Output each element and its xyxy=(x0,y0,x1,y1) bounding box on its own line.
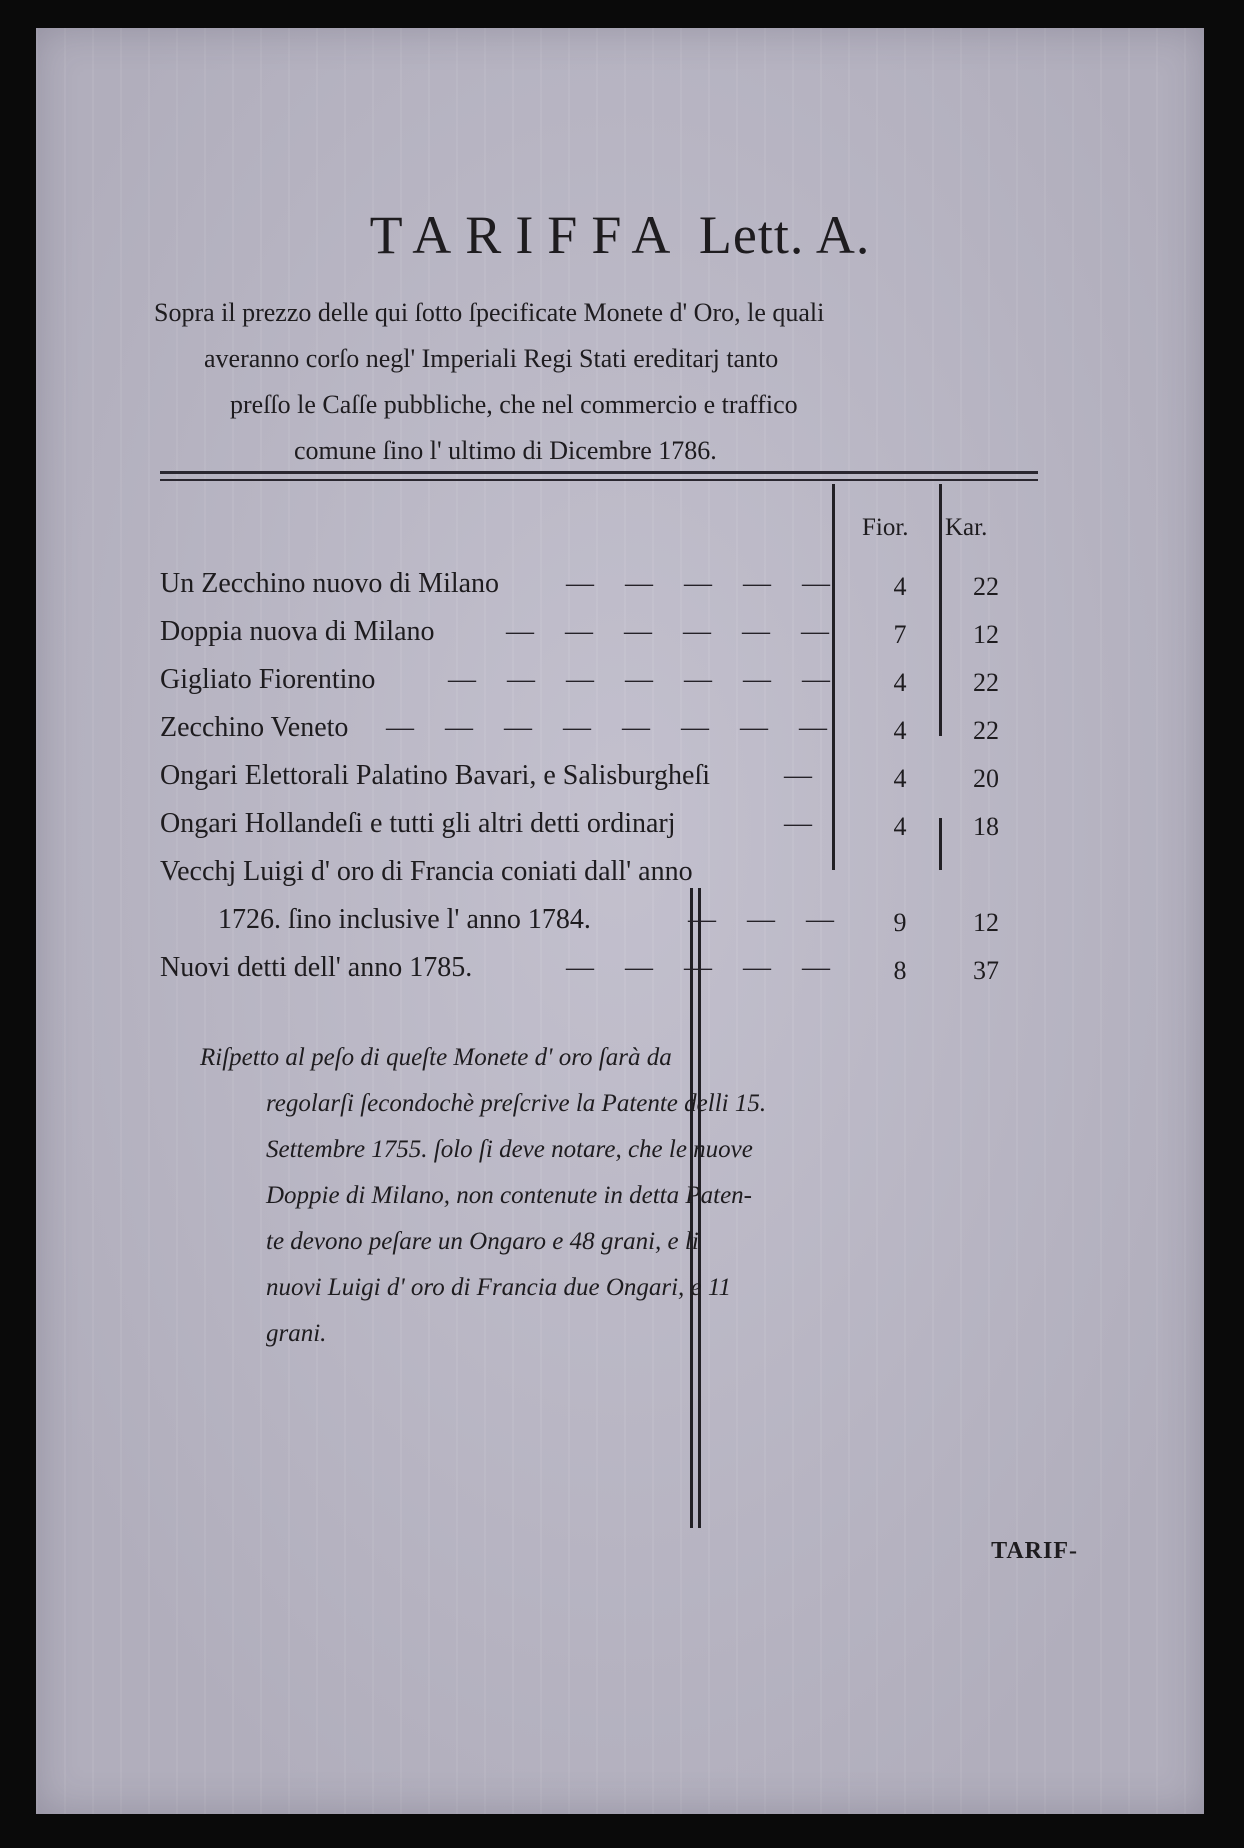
dash-leader: — xyxy=(784,760,824,791)
table-cell-fior: 4 xyxy=(893,668,907,697)
note-line: Settembre 1755. ſolo ſi deve notare, che le nuove xyxy=(266,1136,753,1163)
dash-leader: — xyxy=(784,808,824,839)
column-header-fior: Fior. xyxy=(862,514,909,541)
table-column-line xyxy=(939,818,942,870)
table-row-label: Zecchino Veneto xyxy=(160,712,349,743)
intro-line: preſſo le Caſſe pubbliche, che nel commercio e traffico xyxy=(230,390,798,419)
table-cell-fior: 9 xyxy=(893,908,907,937)
note-line: nuovi Luigi d' oro di Francia due Ongari, e 11 xyxy=(266,1274,732,1301)
table-row-label: Nuovi detti dell' anno 1785. xyxy=(160,952,473,983)
table-row-label: Vecchj Luigi d' oro di Francia coniati dall' anno xyxy=(160,856,693,887)
table-row-label: Doppia nuova di Milano xyxy=(160,616,435,647)
table-cell-kar: 37 xyxy=(973,956,999,985)
table-cell-fior: 4 xyxy=(893,572,907,601)
note-line: te devono peſare un Ongaro e 48 grani, e li xyxy=(266,1228,699,1255)
table-cell-kar: 22 xyxy=(973,572,999,601)
table-row-label: Ongari Elettorali Palatino Bavari, e Salisburgheſi xyxy=(160,760,711,791)
table-cell-kar: 22 xyxy=(973,716,999,745)
page-title xyxy=(36,204,1204,266)
note-line: Riſpetto al peſo di queſte Monete d' oro ſarà da xyxy=(200,1044,672,1071)
table-cell-fior: 7 xyxy=(893,620,907,649)
table-cell-fior: 4 xyxy=(893,716,907,745)
table-cell-kar: 22 xyxy=(973,668,999,697)
table-cell-fior: 4 xyxy=(893,764,907,793)
table-row-label: Un Zecchino nuovo di Milano xyxy=(160,568,500,599)
table-row-label: 1726. ſino inclusive l' anno 1784. xyxy=(218,904,591,935)
column-header-kar: Kar. xyxy=(945,514,988,541)
title-sub: Lett. A. xyxy=(698,205,871,265)
title-main: TARIFFA xyxy=(369,205,685,265)
table-cell-kar: 20 xyxy=(973,764,999,793)
dash-leader: — — — — — — — xyxy=(448,664,842,695)
table-cell-fior: 4 xyxy=(893,812,907,841)
divider-rule-bottom xyxy=(160,479,1038,481)
dash-leader: — — — — — — xyxy=(506,616,841,647)
intro-line: Sopra il prezzo delle qui ſotto ſpecificate Monete d' Oro, le quali xyxy=(154,298,825,327)
note-line: grani. xyxy=(266,1320,327,1347)
dash-leader: — — — — — xyxy=(566,568,842,599)
table-row-label: Ongari Hollandeſi e tutti gli altri detti ordinarj xyxy=(160,808,676,839)
intro-line: comune ſino l' ultimo di Dicembre 1786. xyxy=(294,436,717,465)
table-cell-fior: 8 xyxy=(893,956,907,985)
table-cell-kar: 18 xyxy=(973,812,999,841)
intro-line: averanno corſo negl' Imperiali Regi Stati ereditarj tanto xyxy=(204,344,779,373)
table-column-line xyxy=(939,484,942,736)
divider-rule-top xyxy=(160,471,1038,474)
dash-leader: — — — xyxy=(688,904,846,935)
dash-leader: — — — — — — — — xyxy=(386,712,839,743)
note-line: regolarſi ſecondochè preſcrive la Patente delli 15. xyxy=(266,1090,767,1117)
note-line: Doppie di Milano, non contenute in detta Paten- xyxy=(266,1182,753,1209)
catchword: TARIF- xyxy=(991,1538,1078,1564)
table-cell-kar: 12 xyxy=(973,908,999,937)
table-row-label: Gigliato Fiorentino xyxy=(160,664,376,695)
table-cell-kar: 12 xyxy=(973,620,999,649)
document-page xyxy=(36,28,1204,1814)
dash-leader: — — — — — xyxy=(566,952,842,983)
